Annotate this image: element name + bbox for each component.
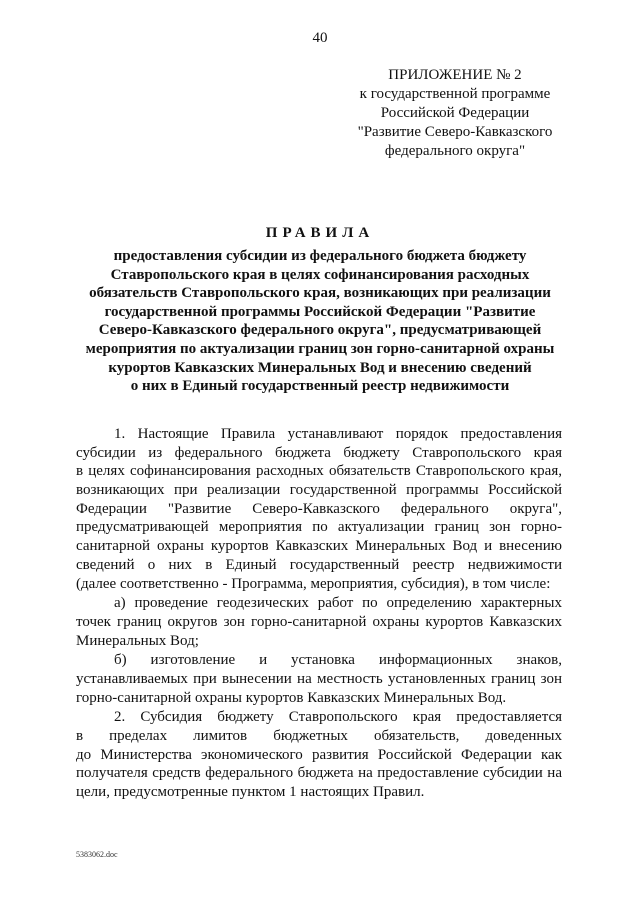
body-line: 2. Субсидия бюджету Ставропольского края предоставляется (114, 709, 562, 726)
body-line: возникающих при реализации государственной программы Российской (76, 482, 562, 499)
appendix-line: Российской Федерации (380, 105, 530, 121)
appendix-heading (330, 66, 580, 161)
body-line: (далее соответственно - Программа, мероприятия, субсидия), в том числе: (76, 575, 551, 592)
subtitle-line: предоставления субсидии из федерального бюджета бюджету (113, 248, 527, 264)
body-line: предусматривающей мероприятия по актуализации границ зон горно- (76, 519, 562, 536)
body-line: горно-санитарной охраны курортов Кавказских Минеральных Вод. (76, 689, 507, 706)
body-line: Минеральных Вод; (76, 632, 199, 649)
appendix-line: к государственной программе (359, 86, 551, 102)
document-subtitle (60, 247, 580, 396)
body-line: б) изготовление и установка информационных знаков, (114, 652, 562, 669)
body-line: в целях софинансирования расходных обязательств Ставропольского края, (76, 463, 562, 480)
body-line: а) проведение геодезических работ по определению характерных (114, 595, 562, 612)
subtitle-line: Ставропольского края в целях софинансирования расходных (110, 266, 530, 283)
appendix-line: ПРИЛОЖЕНИЕ № 2 (388, 67, 522, 83)
subtitle-line: обязательств Ставропольского края, возникающих при реализации (89, 285, 551, 302)
body-line: получателя средств федерального бюджета на предоставление субсидии на (76, 765, 562, 782)
document-body (76, 425, 562, 802)
body-line: в пределах лимитов бюджетных обязательств, доведенных (76, 728, 562, 744)
body-line: цели, предусмотренные пунктом 1 настоящих Правил. (76, 784, 425, 801)
subtitle-line: курортов Кавказских Минеральных Вод и внесению сведений (108, 359, 532, 376)
body-line: точек границ округов зон горно-санитарной охраны курортов Кавказских (76, 613, 562, 630)
body-line: устанавливаемых при вынесении на местность установленных границ зон (76, 670, 562, 687)
body-line: Федерации "Развитие Северо-Кавказского федерального округа", (76, 500, 562, 517)
subtitle-line: о них в Единый государственный реестр недвижимости (130, 378, 510, 395)
page-number: 40 (312, 30, 328, 46)
body-line: сведений о них в Единый государственный реестр недвижимости (76, 556, 562, 573)
subtitle-line: мероприятия по актуализации границ зон горно-санитарной охраны (85, 340, 555, 357)
body-line: 1. Настоящие Правила устанавливают порядок предоставления (114, 426, 562, 442)
body-line: субсидии из федерального бюджета бюджету Ставропольского края (76, 444, 562, 461)
document-title: ПРАВИЛА (265, 225, 375, 241)
appendix-line: "Развитие Северо-Кавказского (357, 124, 553, 140)
body-line: санитарной охраны курортов Кавказских Минеральных Вод и внесению (76, 538, 562, 555)
subtitle-line: государственной программы Российской Федерации "Развитие (104, 303, 536, 320)
appendix-line: федерального округа" (384, 143, 526, 159)
file-name-footer: 5383062.doc (76, 850, 118, 859)
subtitle-line: Северо-Кавказского федерального округа", предусматривающей (98, 322, 542, 339)
body-line: до Министерства экономического развития Российской Федерации как (76, 746, 562, 763)
